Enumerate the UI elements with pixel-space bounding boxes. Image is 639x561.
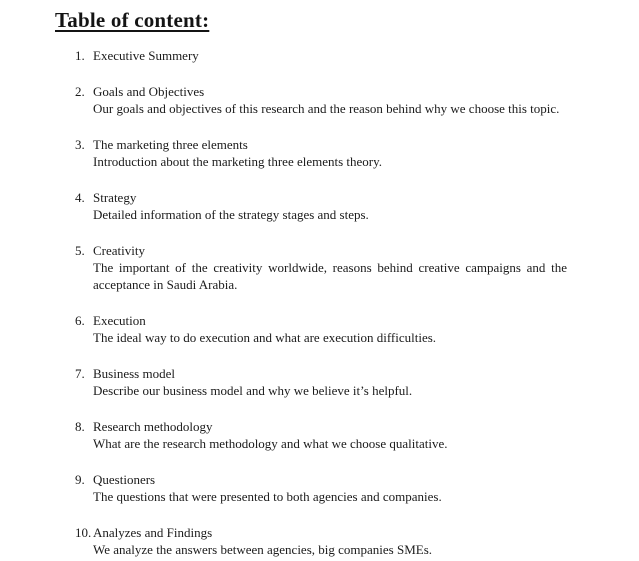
toc-item-number: 7.: [75, 366, 85, 381]
toc-item-body: [93, 471, 567, 505]
toc-item-body: [93, 189, 567, 223]
toc-item-body: [93, 312, 567, 346]
toc-item-heading: The marketing three elements: [93, 137, 248, 152]
toc-item-body: [93, 47, 567, 64]
toc-item-heading: Business model: [93, 366, 175, 381]
toc-item-number: 4.: [75, 190, 85, 205]
toc-item: [75, 242, 567, 293]
toc-item: [75, 189, 567, 223]
toc-item-heading: Questioners: [93, 472, 156, 487]
toc-item-heading: Strategy: [93, 190, 137, 205]
toc-item-body: [93, 242, 567, 293]
toc-item-description: The questions that were presented to both agencies and companies.: [93, 489, 442, 504]
toc-item-description: Introduction about the marketing three elements theory.: [93, 154, 383, 169]
toc-item-body: [93, 83, 567, 117]
toc-item-description: What are the research methodology and what we choose qualitative.: [93, 436, 448, 451]
toc-item-description: Detailed information of the strategy stages and steps.: [93, 207, 369, 222]
toc-item-heading: Research methodology: [93, 419, 213, 434]
toc-item: [75, 83, 567, 117]
toc-item: [75, 312, 567, 346]
toc-item-number: 6.: [75, 313, 85, 328]
toc-item-number: 10.: [75, 525, 92, 540]
toc-item-heading: Executive Summery: [93, 48, 199, 63]
toc-item: [75, 471, 567, 505]
toc-item-description: We analyze the answers between agencies, big companies SMEs.: [93, 542, 433, 557]
toc-item-heading: Analyzes and Findings: [93, 525, 213, 540]
toc-item-number: 9.: [75, 472, 85, 487]
toc-item-body: [93, 418, 567, 452]
page-title: Table of content:: [55, 8, 210, 32]
toc-item-description: The important of the creativity worldwide, reasons behind creative campaigns and the acceptance in Saudi Arabia.: [93, 260, 567, 292]
toc-item: [75, 136, 567, 170]
toc-item-body: [93, 365, 567, 399]
toc-item-number: 1.: [75, 48, 85, 63]
toc-item-description: Describe our business model and why we believe it’s helpful.: [93, 383, 413, 398]
toc-item-heading: Execution: [93, 313, 146, 328]
toc-item: [75, 418, 567, 452]
toc-item-number: 2.: [75, 84, 85, 99]
toc-item: [75, 47, 567, 64]
toc-item-description: Our goals and objectives of this research and the reason behind why we choose this topic.: [93, 101, 560, 116]
toc-item: [75, 365, 567, 399]
toc-item-body: [93, 136, 567, 170]
toc-item-description: The ideal way to do execution and what are execution difficulties.: [93, 330, 437, 345]
toc-item-number: 8.: [75, 419, 85, 434]
toc-item-number: 5.: [75, 243, 85, 258]
toc-item-body: [93, 524, 567, 558]
toc-list: [0, 47, 639, 558]
toc-item-heading: Goals and Objectives: [93, 84, 205, 99]
toc-item: [75, 524, 567, 558]
toc-item-heading: Creativity: [93, 243, 145, 258]
toc-item-number: 3.: [75, 137, 85, 152]
